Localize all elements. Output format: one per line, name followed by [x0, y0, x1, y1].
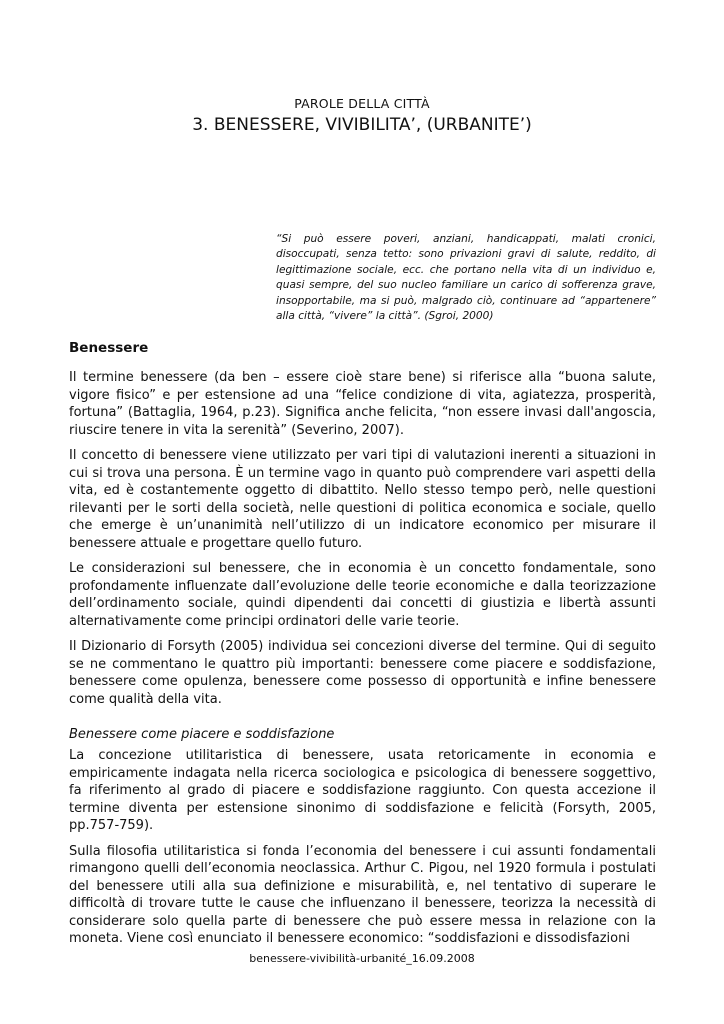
subsection-heading: Benessere come piacere e soddisfazione — [69, 727, 335, 742]
body-text — [69, 340, 656, 956]
paragraph: Il termine benessere (da ben – essere cioè stare bene) si riferisce alla “buona salute, vigore fisico” e per estensione ad una “felice condizione di vita, agiatezza, prosperità, fortuna” (Battaglia, 1964, p.23). Significa anche felicita, “non essere invasi dall'angoscia, riuscire tenere in vita la serenità” (Severino, 2007). — [69, 370, 656, 438]
paragraph: Le considerazioni sul benessere, che in economia è un concetto fondamentale, sono profondamente influenzate dall’evoluzione delle teorie economiche e dalla teorizzazione dell’ordinamento sociale, quindi dipendenti dai concetti di giustizia e libertà assunti alternativamente come principi ordinatori delle varie teorie. — [69, 561, 656, 629]
paragraph: Il Dizionario di Forsyth (2005) individua sei concezioni diverse del termine. Qui di seguito se ne commentano le quattro più importanti: benessere come piacere e soddisfazione, benessere come opulenza, benessere come possesso di opportunità e infine benessere come qualità della vita. — [69, 639, 656, 707]
paragraph: La concezione utilitaristica di benessere, usata retoricamente in economia e empiricamente indagata nella ricerca sociologica e psicologica di benessere soggettivo, fa riferimento al grado di piacere e soddisfazione raggiunto. Con questa accezione il termine diventa per estensione sinonimo di soddisfazione e felicità (Forsyth, 2005, pp.757-759). — [69, 748, 656, 833]
epigraph-text: “Si può essere poveri, anziani, handicappati, malati cronici, disoccupati, senza tetto: sono privazioni gravi di salute, reddito, di legittimazione sociale, ecc. che portano nella vita di un individuo e, quasi sempre, del suo nucleo familiare un carico di sofferenza grave, insopportabile, ma si può, malgrado ciò, continuare ad “appartenere” alla città, “vivere” la città”. (Sgroi, 2000) — [276, 233, 656, 323]
paragraph: Il concetto di benessere viene utilizzato per vari tipi di valutazioni inerenti a situazioni in cui si trova una persona. È un termine vago in quanto può comprendere vari aspetti della vita, ed è costantemente oggetto di dibattito. Nello stesso tempo però, nelle questioni rilevanti per le sorti della società, nelle questioni di politica economica e sociale, quello che emerge è un’unanimità nell’utilizzo di un indicatore economico per misurare il benessere attuale e progettare quello futuro. — [69, 448, 656, 551]
page-footer: benessere-vivibilità-urbanité_16.09.2008 — [249, 952, 475, 965]
epigraph — [276, 232, 656, 324]
section-heading: Benessere — [69, 340, 149, 356]
paragraph: Sulla filosofia utilitaristica si fonda l’economia del benessere i cui assunti fondamentali rimangono quelli dell’economia neoclassica. Arthur C. Pigou, nel 1920 formula i postulati del benessere utili alla sua definizione e misurabilità, e, nel tentativo di superare le difficoltà di trovare tutte le cause che influenzano il benessere, teorizza la necessità di considerare solo quella parte di benessere che può essere messa in relazione con la moneta. Viene così enunciato il benessere economico: “soddisfazioni e dissodisfazioni — [69, 843, 656, 946]
page-title: 3. BENESSERE, VIVIBILITA’, (URBANITE’) — [192, 115, 532, 135]
header-kicker: PAROLE DELLA CITTÀ — [294, 96, 430, 111]
